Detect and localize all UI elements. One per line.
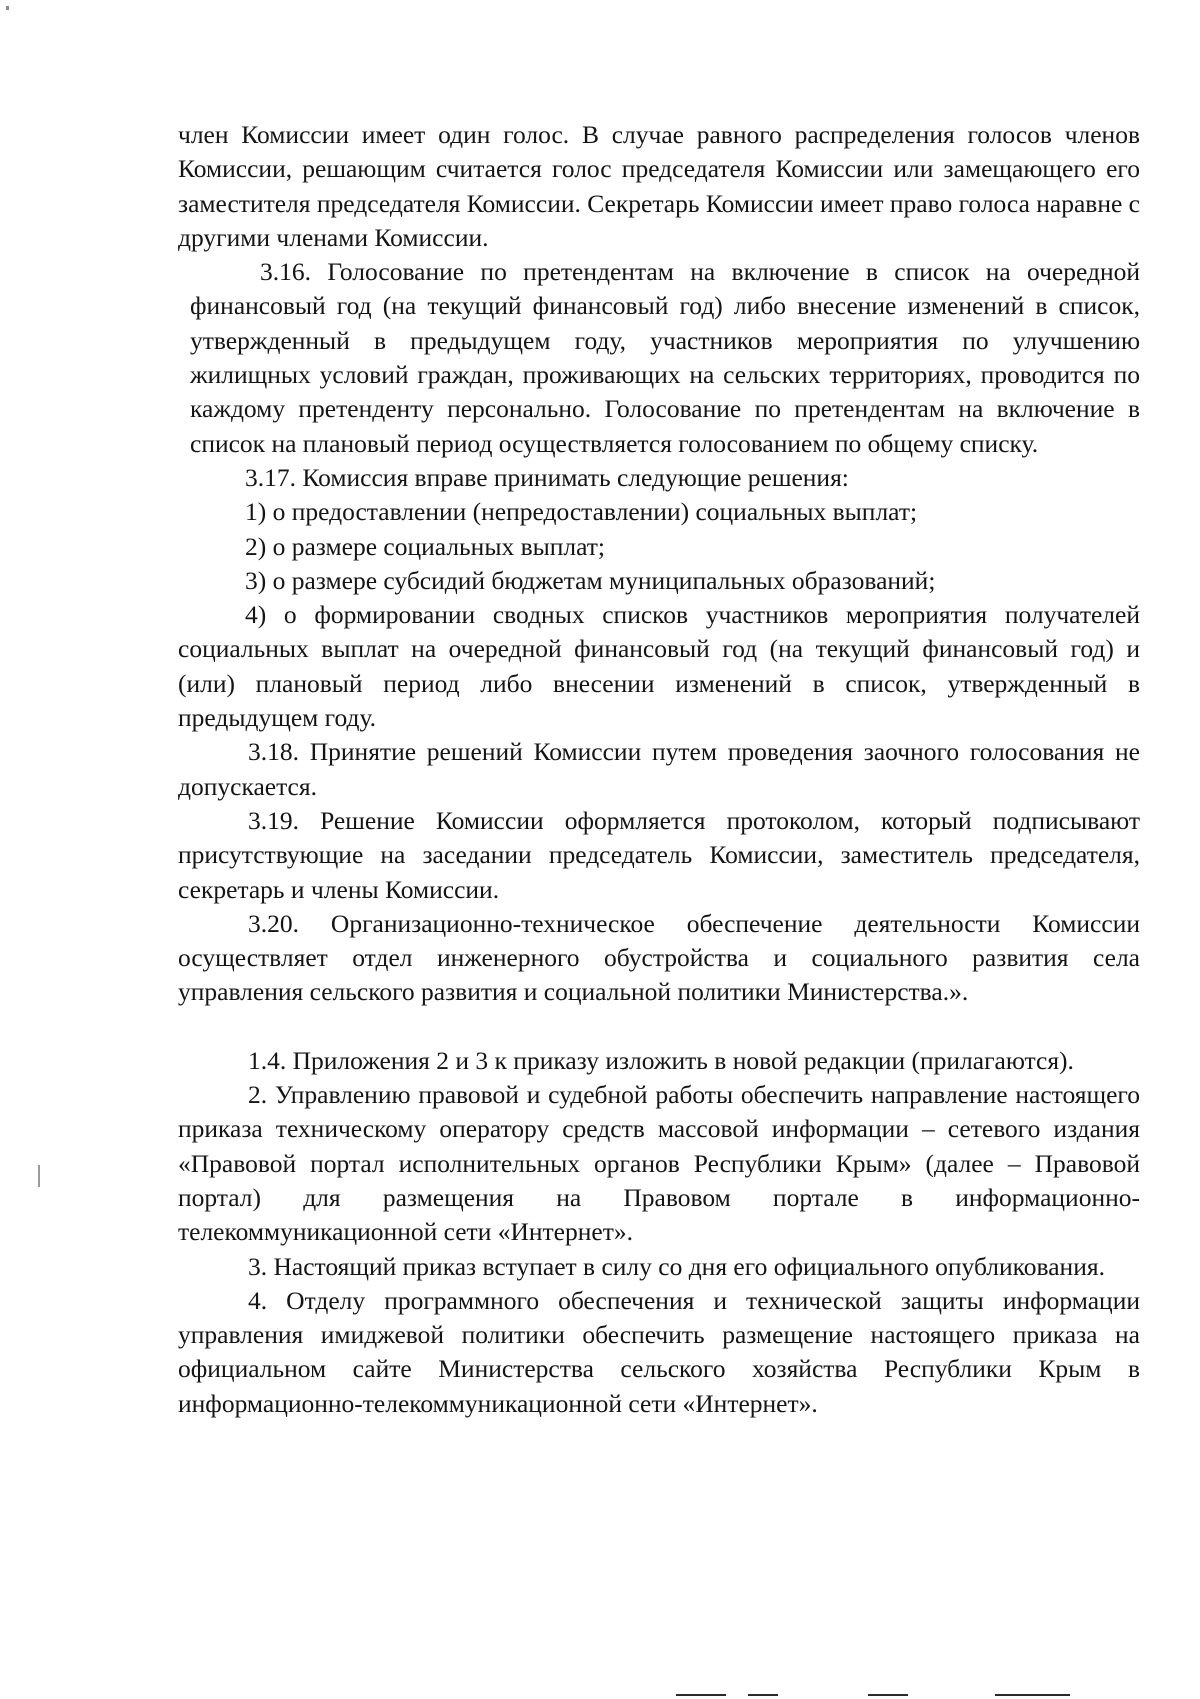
paragraph-continuation: член Комиссии имеет один голос. В случае равного распределения голосов членов Комиссии, решающим считается голос председателя Комиссии или замещающего его заместителя председателя Комиссии. Секретарь Комиссии имеет право голоса наравне с другими членами Комиссии. bbox=[178, 120, 1140, 252]
paragraph-gap bbox=[178, 1010, 1140, 1044]
paragraph-1-4: 1.4. Приложения 2 и 3 к приказу изложить в новой редакции (прилагаются). bbox=[248, 1045, 1074, 1075]
scan-line-bottom-2 bbox=[748, 1694, 778, 1696]
paragraph-3-17: 3.17. Комиссия вправе принимать следующие решения: bbox=[245, 462, 849, 492]
scan-line-bottom-4 bbox=[995, 1694, 1070, 1696]
paragraph-3: 3. Настоящий приказ вступает в силу со дня его официального опубликования. bbox=[248, 1251, 1105, 1281]
scan-mark-left-margin bbox=[38, 1165, 40, 1187]
paragraph-2: 2. Управлению правовой и судебной работы обеспечить направление настоящего приказа техническому оператору средств массовой информации – сетевого издания «Правовой портал исполнительных органов Республики Крым» (далее – Правовой портал) для размещения на Правовом портале в информационно-телекоммуникационной сети «Интернет». bbox=[178, 1080, 1140, 1247]
paragraph-3-19: 3.19. Решение Комиссии оформляется протоколом, который подписывают присутствующие на заседании председатель Комиссии, заместитель председателя, секретарь и члены Комиссии. bbox=[178, 805, 1140, 904]
list-item-3-17-2: 2) о размере социальных выплат; bbox=[245, 531, 606, 561]
scan-mark-top-left bbox=[6, 6, 9, 10]
scan-line-bottom-1 bbox=[676, 1694, 726, 1696]
paragraph-3-16: 3.16. Голосование по претендентам на включение в список на очередной финансовый год (на текущий финансовый год) либо внесение изменений в список, утвержденный в предыдущем году, участников мероприятия по улучшению жилищных условий граждан, проживающих на сельских территориях, проводится по каждому претенденту персонально. Голосование по претендентам на включение в список на плановый период осуществляется голосованием по общему списку. bbox=[190, 257, 1140, 458]
document-body bbox=[178, 118, 1140, 1421]
scan-line-bottom-3 bbox=[868, 1694, 908, 1696]
paragraph-3-18: 3.18. Принятие решений Комиссии путем проведения заочного голосования не допускается. bbox=[178, 737, 1140, 801]
paragraph-4: 4. Отделу программного обеспечения и технической защиты информации управления имиджевой политики обеспечить размещение настоящего приказа на официальном сайте Министерства сельского хозяйства Республики Крым в информационно-телекоммуникационной сети «Интернет». bbox=[178, 1285, 1140, 1418]
list-item-3-17-1: 1) о предоставлении (непредоставлении) социальных выплат; bbox=[245, 497, 918, 527]
list-item-3-17-3: 3) о размере субсидий бюджетам муниципальных образований; bbox=[245, 565, 936, 595]
paragraph-3-20: 3.20. Организационно-техническое обеспечение деятельности Комиссии осуществляет отдел инженерного обустройства и социального развития села управления сельского развития и социальной политики Министерства.». bbox=[178, 908, 1140, 1007]
list-item-3-17-4: 4) о формировании сводных списков участников мероприятия получателей социальных выплат на очередной финансовый год (на текущий финансовый год) и (или) плановый период либо внесении изменений в список, утвержденный в предыдущем году. bbox=[178, 600, 1140, 733]
